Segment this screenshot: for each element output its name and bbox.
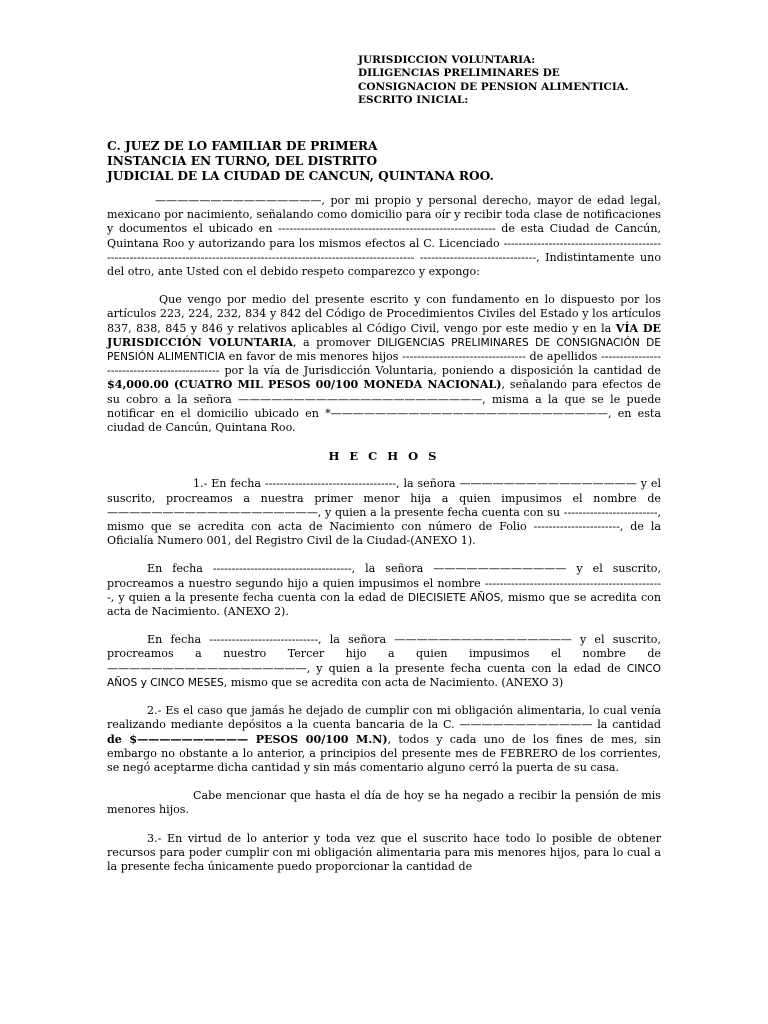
request-via: VÍA DE JURISDICCIÓN VOLUNTARIA	[107, 321, 661, 349]
case-heading-line: JURISDICCION VOLUNTARIA:	[358, 54, 536, 66]
request-text: , señalando para efectos de su cobro a la señora ——————————————————————, misma a la que se le puede notificar en el domicilio ubicado en *—————————————————————————, en esta ciudad de Cancún, Quintana Roo.	[107, 378, 661, 435]
request-amount: $4,000.00 (CUATRO MIL PESOS 00/100 MONEDA NACIONAL)	[107, 378, 502, 392]
facts-heading: H E C H O S	[328, 449, 440, 464]
fact-age: CINCO AÑOS y CINCO MESES	[107, 662, 661, 689]
intro-paragraph: ———————————————, por mi propio y personal derecho, mayor de edad legal, mexicano por nacimiento, señalando como domicilio para oír y recibir toda clase de notificaciones y documentos el ubicado en ---------------------------------------------------------- de esta Ciudad de Cancún, Quintana Roo y autorizando para los mismos efectos al C. Licenciado ---------------------------------------------------------------------------------------------------------------------------- -------------------------------, Indistintamente uno del otro, ante Usted con el debido respeto comparezco y expongo:	[107, 194, 661, 279]
fact-1b-paragraph	[107, 562, 661, 619]
fact-amount: de $—————————— PESOS 00/100 M.N)	[107, 732, 388, 746]
request-text: , a promover	[293, 335, 378, 349]
fact-age: DIECISIETE AÑOS	[407, 591, 501, 604]
case-heading-line: ESCRITO INICIAL:	[358, 94, 469, 107]
fact-2-paragraph	[107, 704, 661, 775]
case-heading-line: CONSIGNACION DE PENSION ALIMENTICIA.	[358, 80, 629, 93]
fact-text: , mismo que se acredita con acta de Nacimiento. (ANEXO 3)	[223, 675, 564, 689]
addressee	[107, 139, 667, 183]
addressee-line: C. JUEZ DE LO FAMILIAR DE PRIMERA	[107, 139, 378, 153]
document-body	[107, 194, 661, 888]
request-text: Que vengo por medio del presente escrito y con fundamento en lo dispuesto por los artículos 223, 224, 232, 834 y 842 del Código de Procedimientos Civiles del Estado y los artículos 837, 838, 845 y 846 y relativos aplicables al Código Civil, vengo por este medio y en la	[107, 293, 661, 335]
fact-text: , mismo que se acredita con acta de Nacimiento. (ANEXO 2).	[107, 590, 661, 619]
fact-text: En fecha -----------------------------, la señora ———————————————— y el suscrito, procreamos a nuestro Tercer hijo a quien impusimos el nombre de ——————————————————, y quien a la presente fecha cuenta con la edad de	[107, 633, 661, 675]
fact-text: 2.- Es el caso que jamás he dejado de cumplir con mi obligación alimentaria, lo cual venía realizando mediante depósitos a la cuenta bancaria de la C. ———————————— la cantidad	[107, 704, 661, 732]
request-text: en favor de mis menores hijos --------------------------------- de apellidos ---------------------------------------------- por la vía de Jurisdicción Voluntaria, poniendo a disposición la cantidad de	[107, 350, 661, 378]
fact-text: En fecha -------------------------------------, la señora ———————————— y el suscrito, procreamos a nuestro segundo hijo a quien impusimos el nombre ------------------------------------------------, y quien a la presente fecha cuenta con la edad de	[107, 562, 661, 604]
fact-1-paragraph: 1.- En fecha -----------------------------------, la señora ———————————————— y el suscrito, procreamos a nuestra primer menor hija a quien impusimos el nombre de ———————————————————, y quien a la presente fecha cuenta con su -------------------------, mismo que se acredita con acta de Nacimiento con número de Folio -----------------------, de la Oficialía Numero 001, del Registro Civil de la Ciudad-(ANEXO 1).	[107, 477, 661, 548]
fact-3-paragraph: 3.- En virtud de lo anterior y toda vez que el suscrito hace todo lo posible de obtener recursos para poder cumplir con mi obligación alimentaria para mis menores hijos, para lo cual a la presente fecha únicamente puedo proporcionar la cantidad de	[107, 831, 661, 873]
case-heading	[358, 54, 698, 108]
fact-1c-paragraph	[107, 633, 661, 690]
request-paragraph	[107, 293, 661, 435]
request-diligencias: DILIGENCIAS PRELIMINARES DE CONSIGNACIÓN DE PENSIÓN ALIMENTICIA	[107, 336, 662, 364]
fact-text: , todos y cada uno de los fines de mes, sin embargo no obstante a lo anterior, a principios del presente mes de FEBRERO de los corrientes, se negó aceptarme dicha cantidad y sin más comentario alguno cerró la puerta de su casa.	[107, 732, 661, 774]
addressee-line: JUDICIAL DE LA CIUDAD DE CANCUN, QUINTANA ROO.	[107, 168, 494, 183]
addressee-line: INSTANCIA EN TURNO, DEL DISTRITO	[107, 153, 378, 168]
case-heading-line: DILIGENCIAS PRELIMINARES DE	[358, 67, 560, 80]
note-paragraph: Cabe mencionar que hasta el día de hoy se ha negado a recibir la pensión de mis menores hijos.	[107, 789, 661, 817]
